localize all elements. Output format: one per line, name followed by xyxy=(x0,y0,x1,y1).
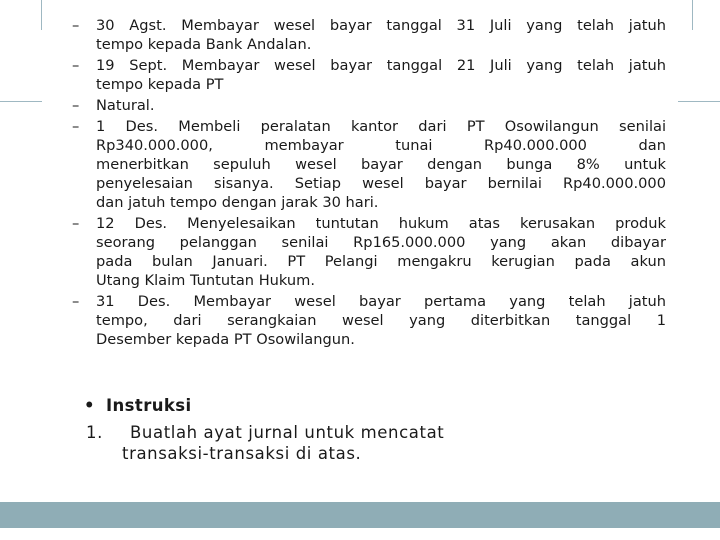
list-item-text-line: seorang pelanggan senilai Rp165.000.000 yang akan dibayar xyxy=(96,234,666,251)
list-item xyxy=(70,292,666,349)
list-item-text-line: Utang Klaim Tuntutan Hukum. xyxy=(96,272,316,289)
list-item-text-line: Natural. xyxy=(96,97,155,114)
bullet-icon: • xyxy=(84,396,95,415)
list-item-text-line: 1 Des. Membeli peralatan kantor dari PT Osowilangun senilai xyxy=(96,118,666,135)
instructions-title: Instruksi xyxy=(106,396,192,415)
instruction-step xyxy=(86,422,444,464)
list-item-text-line: tempo kepada Bank Andalan. xyxy=(96,36,312,53)
list-item-text-line: 30 Agst. Membayar wesel bayar tanggal 31 Juli yang telah jatuh xyxy=(96,17,666,34)
list-item xyxy=(70,96,666,115)
list-item-text-line: penyelesaian sisanya. Setiap wesel bayar bernilai Rp40.000.000 xyxy=(96,175,666,192)
list-item-text-line: tempo kepada PT xyxy=(96,76,224,93)
right-frame-line xyxy=(692,0,693,30)
transaction-list xyxy=(70,16,666,351)
step-number: 1. xyxy=(86,423,103,442)
left-frame-line xyxy=(41,0,42,30)
right-divider-line xyxy=(678,101,720,102)
left-divider-line xyxy=(0,101,42,102)
bottom-accent-bar xyxy=(0,502,720,528)
dash-bullet-icon: – xyxy=(72,215,80,232)
list-item-text-line: menerbitkan sepuluh wesel bayar dengan bunga 8% untuk xyxy=(96,156,666,173)
list-item xyxy=(70,214,666,290)
list-item-text-line: tempo, dari serangkaian wesel yang diterbitkan tanggal 1 xyxy=(96,312,666,329)
list-item-text-line: Desember kepada PT Osowilangun. xyxy=(96,331,355,348)
list-item-text-line: 12 Des. Menyelesaikan tuntutan hukum atas kerusakan produk xyxy=(96,215,666,232)
step-text-line-2: transaksi-transaksi di atas. xyxy=(122,444,362,463)
list-item xyxy=(70,117,666,212)
list-item-text-line: 31 Des. Membayar wesel bayar pertama yang telah jatuh xyxy=(96,293,666,310)
dash-bullet-icon: – xyxy=(72,293,80,310)
dash-bullet-icon: – xyxy=(72,17,80,34)
list-item xyxy=(70,56,666,94)
list-item-text-line: dan jatuh tempo dengan jarak 30 hari. xyxy=(96,194,379,211)
list-item-text-line: pada bulan Januari. PT Pelangi mengakru kerugian pada akun xyxy=(96,253,666,270)
dash-bullet-icon: – xyxy=(72,57,80,74)
dash-bullet-icon: – xyxy=(72,118,80,135)
list-item xyxy=(70,16,666,54)
dash-bullet-icon: – xyxy=(72,97,80,114)
list-item-text-line: 19 Sept. Membayar wesel bayar tanggal 21 Juli yang telah jatuh xyxy=(96,57,666,74)
instructions-heading xyxy=(84,396,192,415)
step-text-line-1: Buatlah ayat jurnal untuk mencatat xyxy=(130,423,445,442)
list-item-text-line: Rp340.000.000, membayar tunai Rp40.000.000 dan xyxy=(96,137,666,154)
